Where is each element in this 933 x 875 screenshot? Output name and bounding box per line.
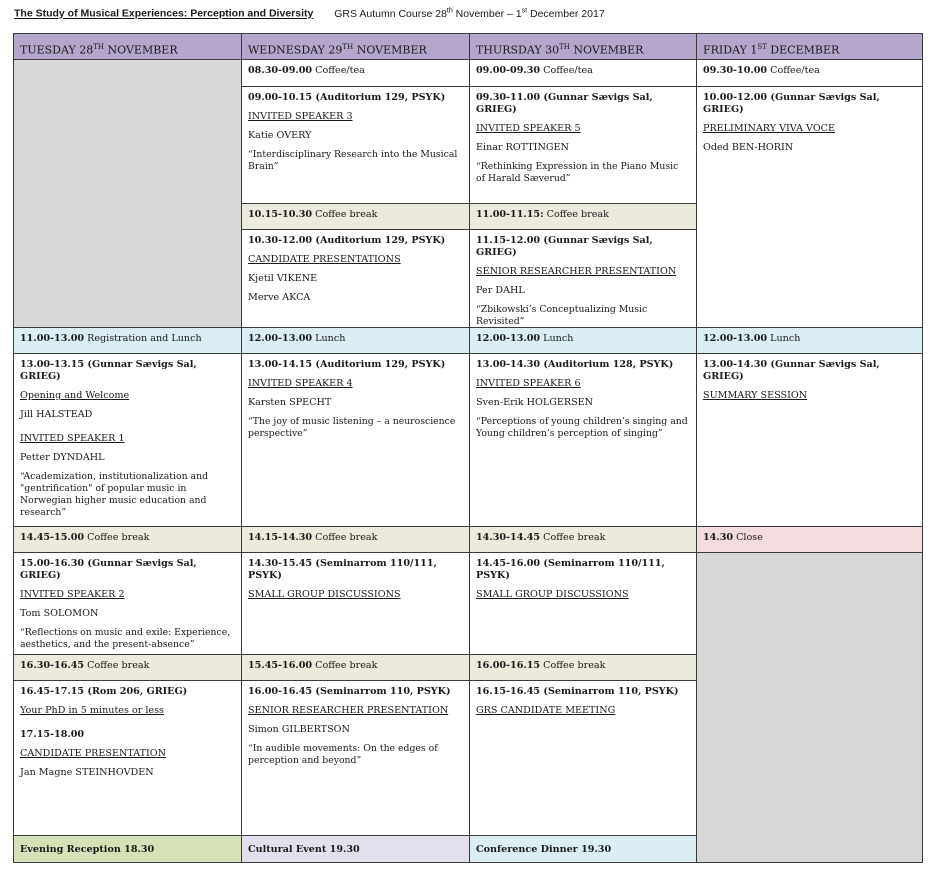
wednesday-coffee-break-1: 10.15-10.30 Coffee break <box>241 203 470 230</box>
wednesday-lunch: 12.00-13.00 Lunch <box>241 327 470 354</box>
thursday-coffee-tea: 09.00-09.30 Coffee/tea <box>469 59 697 87</box>
day-header-friday: FRIDAY 1ST DECEMBER <box>696 33 923 60</box>
friday-close: 14.30 Close <box>696 526 923 553</box>
friday-session-viva: 10.00-12.00 (Gunnar Sævigs Sal, GRIEG) PRELIMINARY VIVA VOCE Oded BEN-HORIN <box>696 86 923 328</box>
tuesday-evening-event: Evening Reception 18.30 <box>13 835 242 863</box>
tuesday-coffee-break-2: 16.30-16.45 Coffee break <box>13 654 242 681</box>
tuesday-coffee-break-1: 14.45-15.00 Coffee break <box>13 526 242 553</box>
friday-session-summary: 13.00-14.30 (Gunnar Sævigs Sal, GRIEG) SUMMARY SESSION <box>696 353 923 527</box>
wednesday-session-discussions: 14.30-15.45 (Seminarrom 110/111, PSYK) SMALL GROUP DISCUSSIONS <box>241 552 470 655</box>
friday-lunch: 12.00-13.00 Lunch <box>696 327 923 354</box>
wednesday-coffee-break-3: 15.45-16.00 Coffee break <box>241 654 470 681</box>
wednesday-session-speaker-3: 09.00-10.15 (Auditorium 129, PSYK) INVITED SPEAKER 3 Katie OVERY “Interdisciplinary Research into the Musical Brain” <box>241 86 470 204</box>
thursday-session-grs-meeting: 16.15-16.45 (Seminarrom 110, PSYK) GRS CANDIDATE MEETING <box>469 680 697 836</box>
thursday-evening-event: Conference Dinner 19.30 <box>469 835 697 863</box>
friday-empty-afternoon <box>696 552 923 863</box>
wednesday-coffee-tea: 08.30-09.00 Coffee/tea <box>241 59 470 87</box>
wednesday-session-candidates: 10.30-12.00 (Auditorium 129, PSYK) CANDIDATE PRESENTATIONS Kjetil VIKENE Merve AKCA <box>241 229 470 328</box>
tuesday-session-phd: 16.45-17.15 (Rom 206, GRIEG) Your PhD in 5 minutes or less 17.15-18.00 CANDIDATE PRESENTATION Jan Magne STEINHOVDEN <box>13 680 242 836</box>
document-header <box>14 7 605 20</box>
day-header-wednesday: WEDNESDAY 29TH NOVEMBER <box>241 33 470 60</box>
tuesday-lunch: 11.00-13.00 Registration and Lunch <box>13 327 242 354</box>
wednesday-session-speaker-4: 13.00-14.15 (Auditorium 129, PSYK) INVITED SPEAKER 4 Karsten SPECHT “The joy of music listening – a neuroscience perspective” <box>241 353 470 527</box>
day-header-thursday: THURSDAY 30TH NOVEMBER <box>469 33 697 60</box>
thursday-lunch: 12.00-13.00 Lunch <box>469 327 697 354</box>
tuesday-session-opening: 13.00-13.15 (Gunnar Sævigs Sal, GRIEG) Opening and Welcome Jill HALSTEAD INVITED SPEAKER 1 Petter DYNDAHL “Academization, institutionalization and "gentrification" of popular music in Norwegian higher music education and research” <box>13 353 242 527</box>
tuesday-empty-morning <box>13 59 242 328</box>
thursday-coffee-break-1: 11.00-11.15: Coffee break <box>469 203 697 230</box>
thursday-session-speaker-5: 09.30-11.00 (Gunnar Sævigs Sal, GRIEG) INVITED SPEAKER 5 Einar ROTTINGEN “Rethinking Expression in the Piano Music of Harald Sæverud” <box>469 86 697 204</box>
course-info: GRS Autumn Course 28th November – 1st December 2017 <box>334 7 605 20</box>
friday-coffee-tea: 09.30-10.00 Coffee/tea <box>696 59 923 87</box>
thursday-session-discussions: 14.45-16.00 (Seminarrom 110/111, PSYK) SMALL GROUP DISCUSSIONS <box>469 552 697 655</box>
tuesday-session-speaker-2: 15.00-16.30 (Gunnar Sævigs Sal, GRIEG) INVITED SPEAKER 2 Tom SOLOMON “Reflections on music and exile: Experience, aesthetics, and the present-absence” <box>13 552 242 655</box>
thursday-coffee-break-3: 16.00-16.15 Coffee break <box>469 654 697 681</box>
wednesday-session-senior: 16.00-16.45 (Seminarrom 110, PSYK) SENIOR RESEARCHER PRESENTATION Simon GILBERTSON “In audible movements: On the edges of perception and beyond” <box>241 680 470 836</box>
document-title: The Study of Musical Experiences: Perception and Diversity <box>14 7 314 20</box>
thursday-session-speaker-6: 13.00-14.30 (Auditorium 128, PSYK) INVITED SPEAKER 6 Sven-Erik HOLGERSEN “Perceptions of young children’s singing and Young children’s perception of singing” <box>469 353 697 527</box>
thursday-coffee-break-2: 14.30-14.45 Coffee break <box>469 526 697 553</box>
wednesday-coffee-break-2: 14.15-14.30 Coffee break <box>241 526 470 553</box>
thursday-session-senior-1: 11.15-12.00 (Gunnar Sævigs Sal, GRIEG) SENIOR RESEARCHER PRESENTATION Per DAHL “Zbikowski’s Conceptualizing Music Revisited” <box>469 229 697 328</box>
wednesday-evening-event: Cultural Event 19.30 <box>241 835 470 863</box>
day-header-tuesday: TUESDAY 28TH NOVEMBER <box>13 33 242 60</box>
